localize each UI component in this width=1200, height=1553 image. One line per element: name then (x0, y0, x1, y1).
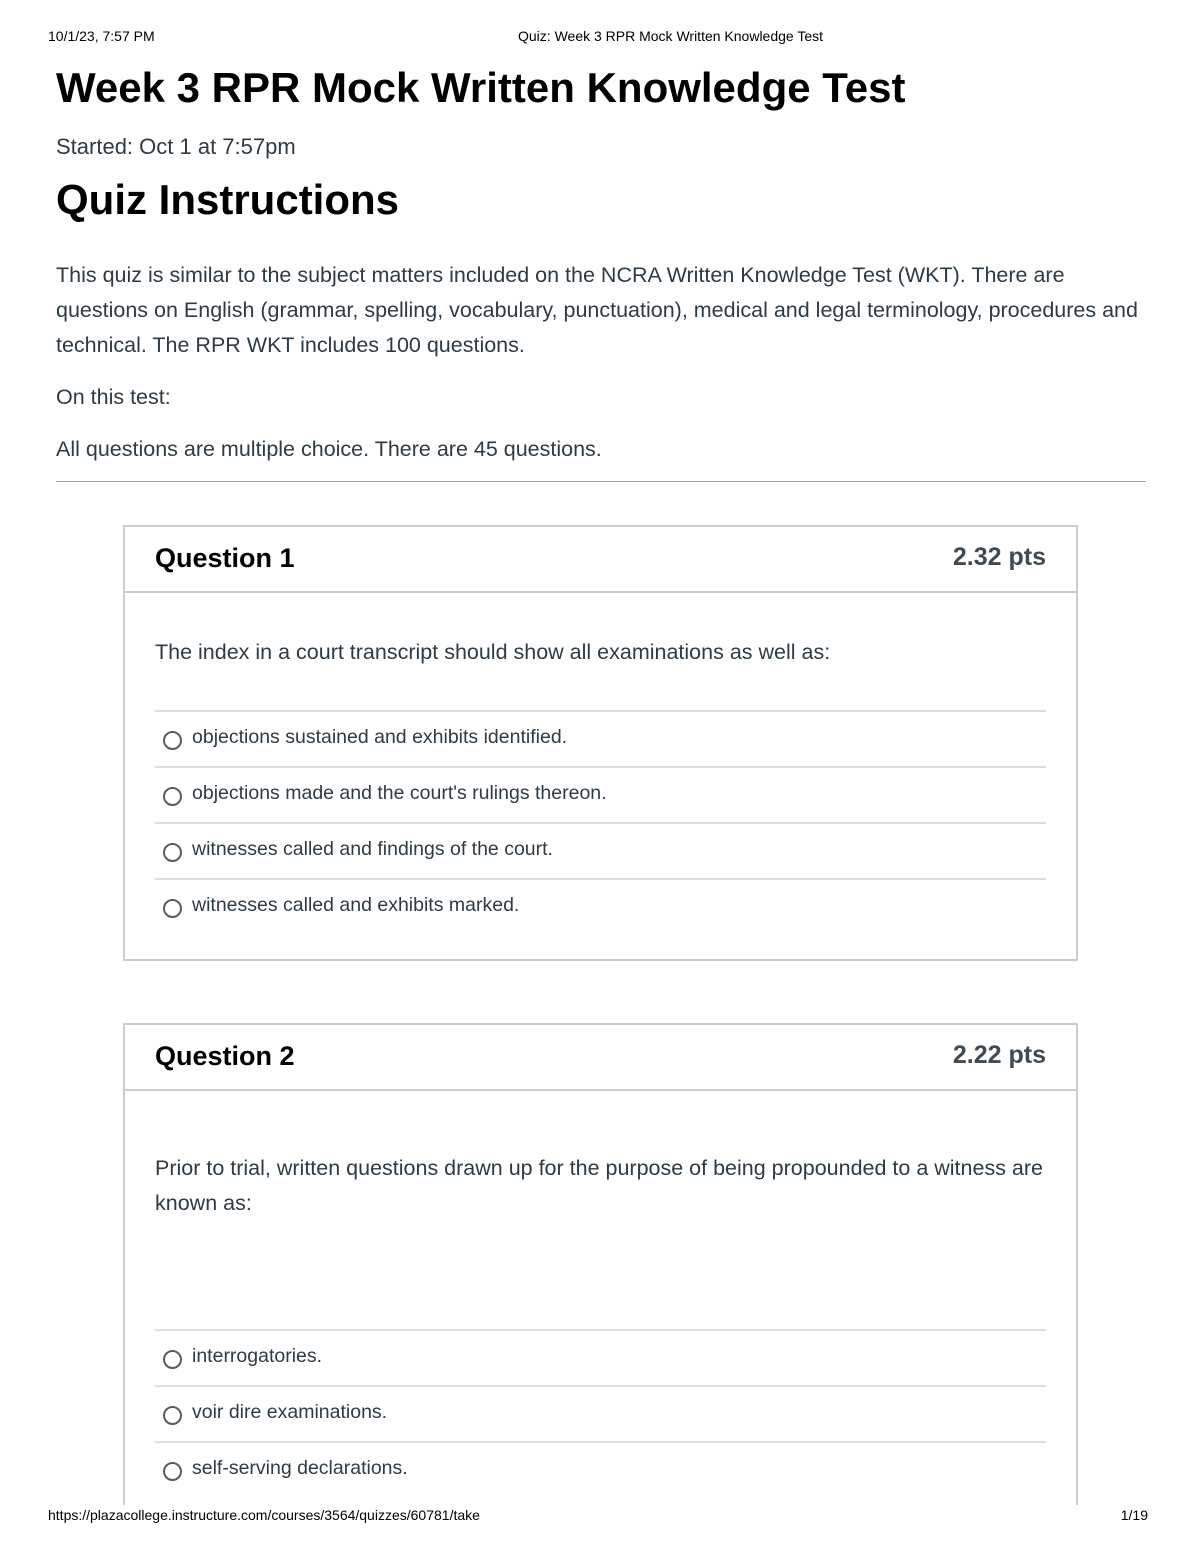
answer-label[interactable]: witnesses called and findings of the court. (192, 838, 553, 860)
answer-option[interactable] (155, 1331, 1046, 1387)
print-url: https://plazacollege.instructure.com/courses/3564/quizzes/60781/take (48, 1507, 480, 1523)
quiz-title: Week 3 RPR Mock Written Knowledge Test (56, 64, 906, 111)
instructions-paragraph: On this test: (56, 385, 171, 409)
answer-label[interactable]: interrogatories. (192, 1345, 323, 1367)
answer-option[interactable] (155, 712, 1046, 768)
question-body (125, 1091, 1076, 1497)
print-datetime: 10/1/23, 7:57 PM (48, 28, 155, 44)
question-points: 2.22 pts (952, 1041, 1046, 1069)
answer-option[interactable] (155, 768, 1046, 824)
question-text: The index in a court transcript should show all examinations as well as: (155, 640, 831, 664)
answer-label[interactable]: self-serving declarations. (192, 1457, 408, 1479)
question-header (125, 527, 1076, 593)
answer-option[interactable] (155, 1443, 1046, 1497)
question-header (125, 1025, 1076, 1091)
radio-button[interactable] (163, 787, 182, 806)
question-points: 2.32 pts (952, 543, 1046, 571)
instructions-heading: Quiz Instructions (56, 176, 400, 223)
quiz-instructions (56, 258, 1146, 467)
print-page-title: Quiz: Week 3 RPR Mock Written Knowledge Test (518, 28, 824, 44)
print-header (48, 28, 1148, 48)
answer-list (155, 710, 1046, 934)
answer-label[interactable]: witnesses called and exhibits marked. (192, 894, 520, 916)
question-name: Question 2 (155, 1041, 295, 1071)
question-body (125, 593, 1076, 934)
quiz-content (56, 62, 1146, 484)
answer-label[interactable]: objections made and the court's rulings thereon. (192, 782, 607, 804)
question-name: Question 1 (155, 543, 295, 573)
answer-option[interactable] (155, 1387, 1046, 1443)
answer-label[interactable]: voir dire examinations. (192, 1401, 388, 1423)
radio-button[interactable] (163, 1406, 182, 1425)
print-page-number: 1/19 (1120, 1507, 1148, 1523)
answer-label[interactable]: objections sustained and exhibits identified. (192, 726, 568, 748)
radio-button[interactable] (163, 731, 182, 750)
instructions-paragraph: This quiz is similar to the subject matters included on the NCRA Written Knowledge Test (WKT). There are questions on English (grammar, spelling, vocabulary, punctuation), medical and legal terminology, procedures and technical. The RPR WKT includes 100 questions. (56, 263, 1138, 357)
answer-option[interactable] (155, 824, 1046, 880)
answer-option[interactable] (155, 880, 1046, 934)
question-card-2 (123, 1023, 1078, 1505)
radio-button[interactable] (163, 843, 182, 862)
answer-list (155, 1329, 1046, 1497)
radio-button[interactable] (163, 899, 182, 918)
instructions-paragraph: All questions are multiple choice. There are 45 questions. (56, 437, 602, 461)
question-text: Prior to trial, written questions drawn up for the purpose of being propounded to a witness are known as: (155, 1156, 1043, 1215)
section-divider (56, 481, 1146, 482)
quiz-started-time: Started: Oct 1 at 7:57pm (56, 134, 296, 159)
question-card-1 (123, 525, 1078, 961)
print-footer (48, 1507, 1148, 1527)
radio-button[interactable] (163, 1462, 182, 1481)
radio-button[interactable] (163, 1350, 182, 1369)
